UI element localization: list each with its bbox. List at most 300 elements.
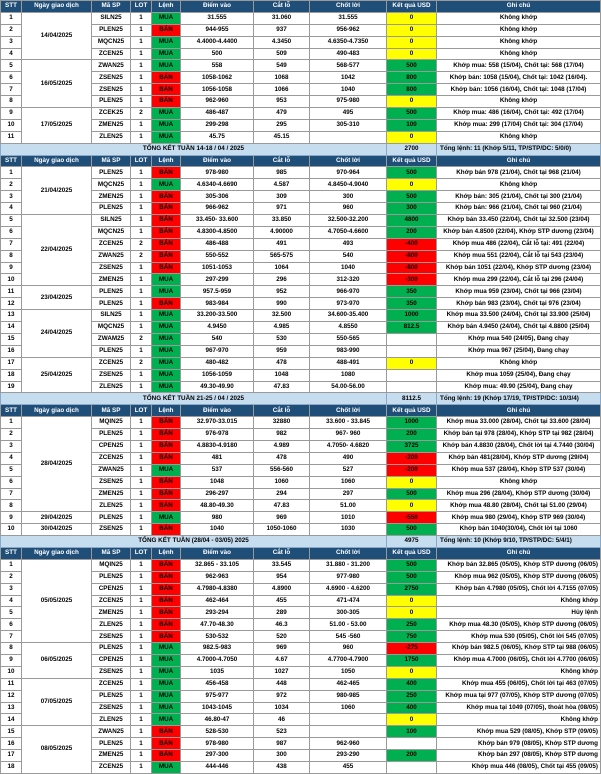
trade-note: Không khớp [437,131,601,143]
table-row [1,726,601,738]
column-header: Cắt lỗ [254,155,310,167]
column-header: Cắt lỗ [254,405,310,417]
trade-note: Khớp bán: 1058 (15/04), Chốt tại: 1042 (16/04). [437,72,601,84]
lot-size: 1 [131,559,152,571]
trade-note: Khớp mua 537 (28/04), Khớp STP 537 (30/04) [437,464,601,476]
table-row [1,60,601,72]
result-usd: 250 [387,619,437,631]
lot-size: 1 [131,36,152,48]
stop-loss: 565-575 [254,250,310,262]
column-header: STT [1,155,22,167]
lot-size: 1 [131,274,152,286]
product-code: MQIN25 [92,417,131,429]
entry-price: 966-962 [181,203,254,215]
stop-loss: 32.500 [254,310,310,322]
entry-price: 32.970-33.015 [181,417,254,429]
stop-loss: 1066 [254,84,310,96]
order-side: BÁN [152,191,181,203]
row-number: 12 [1,298,22,310]
entry-price: 48.80-49.30 [181,500,254,512]
stop-loss: 509 [254,48,310,60]
row-number: 19 [1,381,22,393]
order-side: BÁN [152,167,181,179]
product-code: ZMEN25 [92,119,131,131]
trade-note: Khớp bán 983 (23/04), Chốt tại 976 (23/04) [437,298,601,310]
row-number: 7 [1,631,22,643]
lot-size: 1 [131,60,152,72]
trade-note: Khớp mua 486 (22/04), Cắt lỗ tại: 491 (22/04) [437,238,601,250]
product-code: ZSEN25 [92,666,131,678]
lot-size: 1 [131,452,152,464]
take-profit: 540 [310,250,387,262]
order-side: MUA [152,464,181,476]
entry-price: 962-960 [181,96,254,108]
column-header: Mã SP [92,1,131,13]
row-number: 10 [1,274,22,286]
column-header: Điểm vào [181,1,254,13]
take-profit: 462-465 [310,678,387,690]
column-header: Lệnh [152,155,181,167]
order-side: MUA [152,48,181,60]
result-usd: 100 [387,726,437,738]
column-header: Lệnh [152,1,181,13]
product-code: PLEN25 [92,286,131,298]
result-usd: 500 [387,191,437,203]
result-usd: 0 [387,714,437,726]
result-usd: -300 [387,274,437,286]
result-usd: 200 [387,750,437,762]
lot-size: 1 [131,369,152,381]
entry-price: 976-978 [181,429,254,441]
lot-size: 1 [131,631,152,643]
table-row [1,12,601,24]
stop-loss: 990 [254,298,310,310]
column-header: Chốt lời [310,547,387,559]
order-side: BÁN [152,72,181,84]
week-summary-label: TỔNG KẾT TUẦN 14-18 / 04 / 2025 [1,143,387,155]
entry-price: 33.450- 33.600 [181,215,254,227]
product-code: ZCEN25 [92,452,131,464]
trade-date: 17/05/2025 [22,108,92,144]
row-number: 17 [1,357,22,369]
take-profit: 31.880 - 31.200 [310,559,387,571]
entry-price: 957.5-959 [181,286,254,298]
product-code: ZSEN25 [92,702,131,714]
stop-loss: 953 [254,96,310,108]
column-header: Điểm vào [181,405,254,417]
take-profit: 4.7700-4.7900 [310,654,387,666]
product-code: CPEN25 [92,440,131,452]
result-usd: 0 [387,500,437,512]
order-side: MUA [152,274,181,286]
trade-date: 06/05/2025 [22,643,92,679]
take-profit: 31.555 [310,12,387,24]
trade-note: Khớp bán 297 (08/05), Khớp STP dương [437,750,601,762]
take-profit [310,726,387,738]
row-number: 18 [1,369,22,381]
lot-size: 1 [131,488,152,500]
take-profit: 967- 960 [310,429,387,441]
trade-note: Khớp mua tại 977 (07/05), Khớp STP dương (07/05) [437,690,601,702]
result-usd: 200 [387,226,437,238]
result-usd: 0 [387,179,437,191]
entry-price: 32.865 - 33.105 [181,559,254,571]
take-profit: 1040 [310,84,387,96]
product-code: ZSEN25 [92,262,131,274]
product-code: ZCEN25 [92,238,131,250]
trade-note: Không khớp [437,24,601,36]
stop-loss: 296 [254,274,310,286]
lot-size: 1 [131,476,152,488]
lot-size: 1 [131,571,152,583]
result-usd: -200 [387,464,437,476]
result-usd: 800 [387,84,437,96]
trade-date: 21/04/2025 [22,167,92,215]
result-usd: 0 [387,607,437,619]
row-number: 16 [1,738,22,750]
result-usd: 500 [387,108,437,120]
entry-price: 1040 [181,524,254,536]
stop-loss: 4.67 [254,654,310,666]
result-usd [387,762,437,774]
entry-price: 975-977 [181,690,254,702]
table-row [1,167,601,179]
row-number: 9 [1,512,22,524]
product-code: ZSEN25 [92,72,131,84]
product-code: ZWAN25 [92,726,131,738]
trade-note: Khớp bán 4.7980 (05/05), Chốt lời 4.7155 (07/05) [437,583,601,595]
column-header: Ghi chú [437,547,601,559]
column-header: Lệnh [152,405,181,417]
lot-size: 1 [131,226,152,238]
row-number: 6 [1,619,22,631]
table-row [1,215,601,227]
entry-price: 1051-1053 [181,262,254,274]
week-summary-label: TỔNG KẾT TUẦN (28/04 - 03/05) 2025 [1,536,387,548]
trade-note: Khớp mua 530 (05/05), Chốt lời 545 (07/05) [437,631,601,643]
row-number: 1 [1,12,22,24]
result-usd: 500 [387,60,437,72]
product-code: ZCEN25 [92,678,131,690]
lot-size: 1 [131,179,152,191]
table-row [1,286,601,298]
order-side: BÁN [152,619,181,631]
lot-size: 1 [131,678,152,690]
entry-price: 980 [181,512,254,524]
lot-size: 1 [131,48,152,60]
lot-size: 1 [131,131,152,143]
column-header: STT [1,547,22,559]
order-side: BÁN [152,24,181,36]
product-code: ZLEN25 [92,131,131,143]
take-profit: 4.6350-4.7350 [310,36,387,48]
take-profit: 970-964 [310,167,387,179]
entry-price: 4.4000-4.4400 [181,36,254,48]
stop-loss: 972 [254,690,310,702]
stop-loss: 491 [254,238,310,250]
week-summary-total: 4975 [387,536,437,548]
column-header: Kết quả USD [387,405,437,417]
take-profit: 1060 [310,702,387,714]
lot-size: 1 [131,96,152,108]
product-code: PLEN25 [92,298,131,310]
stop-loss: 289 [254,607,310,619]
result-usd: 750 [387,631,437,643]
result-usd [387,381,437,393]
result-usd: 0 [387,476,437,488]
trade-date: 08/05/2025 [22,726,92,774]
week-summary-row [1,143,601,155]
product-code: PLEN25 [92,643,131,655]
trade-note: Khớp mua: 558 (15/04), Chốt tại: 568 (17/04) [437,60,601,72]
column-header: LOT [131,405,152,417]
product-code: PLEN25 [92,429,131,441]
trade-note: Khớp mua tại 1049 (07/05), thoát hòa (08/05) [437,702,601,714]
take-profit: 471-474 [310,595,387,607]
product-code: ZCEN25 [92,48,131,60]
order-side: BÁN [152,262,181,274]
order-side: BÁN [152,571,181,583]
row-number: 14 [1,714,22,726]
product-code: ZLEN25 [92,714,131,726]
entry-price: 480-482 [181,357,254,369]
header-row [1,547,601,559]
result-usd: -400 [387,238,437,250]
trade-note: Khớp mua 33.500 (24/04), Chốt tại 33.900 (25/04) [437,310,601,322]
order-side: BÁN [152,203,181,215]
trade-note: Hủy lệnh [437,607,601,619]
column-header: Điểm vào [181,155,254,167]
row-number: 1 [1,417,22,429]
row-number: 8 [1,250,22,262]
stop-loss: 937 [254,24,310,36]
result-usd: 350 [387,298,437,310]
result-usd: 0 [387,36,437,48]
lot-size: 1 [131,24,152,36]
order-side: BÁN [152,215,181,227]
lot-size: 1 [131,738,152,750]
trade-date: 14/04/2025 [22,12,92,60]
row-number: 2 [1,571,22,583]
entry-price: 462-464 [181,595,254,607]
lot-size: 1 [131,203,152,215]
order-side: BÁN [152,96,181,108]
result-usd: -800 [387,262,437,274]
product-code: MQCN25 [92,322,131,334]
column-header: Ghi chú [437,1,601,13]
take-profit: 51.00 [310,500,387,512]
take-profit: 1010 [310,512,387,524]
take-profit: 293-290 [310,750,387,762]
order-side: BÁN [152,524,181,536]
order-side: MUA [152,119,181,131]
lot-size: 1 [131,500,152,512]
lot-size: 1 [131,583,152,595]
entry-price: 1058-1062 [181,72,254,84]
take-profit: 490 [310,452,387,464]
product-code: ZLEN25 [92,500,131,512]
result-usd [387,333,437,345]
stop-loss: 1068 [254,72,310,84]
lot-size: 1 [131,72,152,84]
row-number: 14 [1,322,22,334]
row-number: 3 [1,191,22,203]
column-header: Lệnh [152,547,181,559]
week-summary-total: 8112.5 [387,393,437,405]
entry-price: 47.70-48.30 [181,619,254,631]
row-number: 6 [1,226,22,238]
column-header: Điểm vào [181,547,254,559]
product-code: ZMEN25 [92,750,131,762]
lot-size: 1 [131,381,152,393]
stop-loss: 33.545 [254,559,310,571]
trade-date: 28/04/2025 [22,417,92,512]
result-usd: 812.5 [387,322,437,334]
result-usd: 200 [387,429,437,441]
entry-price: 486-488 [181,238,254,250]
trade-note: Không khớp [437,12,601,24]
row-number: 17 [1,750,22,762]
take-profit: 983-990 [310,345,387,357]
entry-price: 305-306 [181,191,254,203]
row-number: 8 [1,96,22,108]
result-usd: 500 [387,571,437,583]
take-profit: 960 [310,643,387,655]
take-profit: 300-305 [310,607,387,619]
stop-loss: 4.8900 [254,583,310,595]
take-profit: 33.600 - 33.845 [310,417,387,429]
product-code: CPEN25 [92,654,131,666]
take-profit: 1042 [310,72,387,84]
product-code: ZSEN25 [92,476,131,488]
result-usd: 0 [387,12,437,24]
trade-note: Khớp bán: 305 (21/04), Chốt tại 300 (21/04) [437,191,601,203]
row-number: 4 [1,203,22,215]
row-number: 11 [1,131,22,143]
entry-price: 33.200-33.500 [181,310,254,322]
stop-loss: 47.83 [254,500,310,512]
trade-note: Khớp bán tại 978 (28/04), Khớp STP tại 982 (28/04) [437,429,601,441]
result-usd: 1750 [387,654,437,666]
take-profit: 455 [310,762,387,774]
stop-loss: 969 [254,512,310,524]
product-code: ZMEN25 [92,274,131,286]
column-header: Kết quả USD [387,547,437,559]
product-code: PLEN25 [92,203,131,215]
trade-note: Khớp mua 48.30 (05/05), Khớp STP dương (06/05) [437,619,601,631]
trade-note: Không khớp [437,36,601,48]
take-profit: 312-320 [310,274,387,286]
trade-note: Không khớp [437,714,601,726]
order-side: BÁN [152,500,181,512]
result-usd [387,345,437,357]
column-header: Ngày giao dịch [22,405,92,417]
stop-loss: 300 [254,750,310,762]
trade-date: 23/04/2025 [22,286,92,310]
stop-loss: 1034 [254,702,310,714]
week-summary-note: Tổng lệnh: 10 (Khớp 9/10, TP/STP/DC: 5/4/1) [437,536,601,548]
column-header: LOT [131,547,152,559]
row-number: 8 [1,643,22,655]
row-number: 13 [1,702,22,714]
lot-size: 1 [131,322,152,334]
column-header: Ghi chú [437,155,601,167]
result-usd [387,369,437,381]
trade-note: Khớp bán 481(28/04), Khớp STP dương (29/04) [437,452,601,464]
trade-note: Khớp bán 982.5 (06/05), Khớp STP tại 988 (06/05) [437,643,601,655]
lot-size: 1 [131,702,152,714]
take-profit: 493 [310,238,387,250]
lot-size: 1 [131,726,152,738]
product-code: ZLEN25 [92,381,131,393]
order-side: MUA [152,714,181,726]
trade-date: 16/05/2025 [22,60,92,108]
order-side: BÁN [152,750,181,762]
stop-loss: 32880 [254,417,310,429]
take-profit: 4.8550 [310,322,387,334]
row-number: 3 [1,440,22,452]
table-row [1,417,601,429]
header-row [1,405,601,417]
row-number: 9 [1,654,22,666]
row-number: 9 [1,262,22,274]
stop-loss: 46 [254,714,310,726]
stop-loss: 523 [254,726,310,738]
stop-loss: 455 [254,595,310,607]
stop-loss: 46.3 [254,619,310,631]
row-number: 3 [1,583,22,595]
result-usd: 500 [387,559,437,571]
order-side: MUA [152,12,181,24]
entry-price: 500 [181,48,254,60]
result-usd: 500 [387,167,437,179]
trade-date: 05/05/2025 [22,559,92,642]
column-header: Chốt lời [310,155,387,167]
table-row [1,524,601,536]
table-row [1,108,601,120]
result-usd: 3725 [387,440,437,452]
row-number: 1 [1,559,22,571]
row-number: 10 [1,524,22,536]
trade-date: 24/04/2025 [22,310,92,358]
stop-loss: 1050-1060 [254,524,310,536]
product-code: MQCN25 [92,179,131,191]
trade-note: Khớp mua 4.7000 (06/05), Chốt lời 4.7700 (06/05) [437,654,601,666]
lot-size: 2 [131,250,152,262]
stop-loss: 294 [254,488,310,500]
stop-loss: 987 [254,738,310,750]
order-side: MUA [152,690,181,702]
column-header: Chốt lời [310,1,387,13]
trade-note: Không khớp [437,357,601,369]
result-usd: 250 [387,690,437,702]
entry-price: 486-487 [181,108,254,120]
entry-price: 528-530 [181,726,254,738]
column-header: STT [1,405,22,417]
take-profit: 1030 [310,524,387,536]
row-number: 6 [1,72,22,84]
trade-note: Khớp mua 446 (08/05), Chốt tại 455 (09/05) [437,762,601,774]
entry-price: 45.75 [181,131,254,143]
product-code: CPEN25 [92,583,131,595]
lot-size: 1 [131,714,152,726]
product-code: ZSEN25 [92,524,131,536]
entry-price: 982.5-983 [181,643,254,655]
order-side: BÁN [152,559,181,571]
stop-loss: 33.850 [254,215,310,227]
lot-size: 1 [131,310,152,322]
row-number: 8 [1,500,22,512]
